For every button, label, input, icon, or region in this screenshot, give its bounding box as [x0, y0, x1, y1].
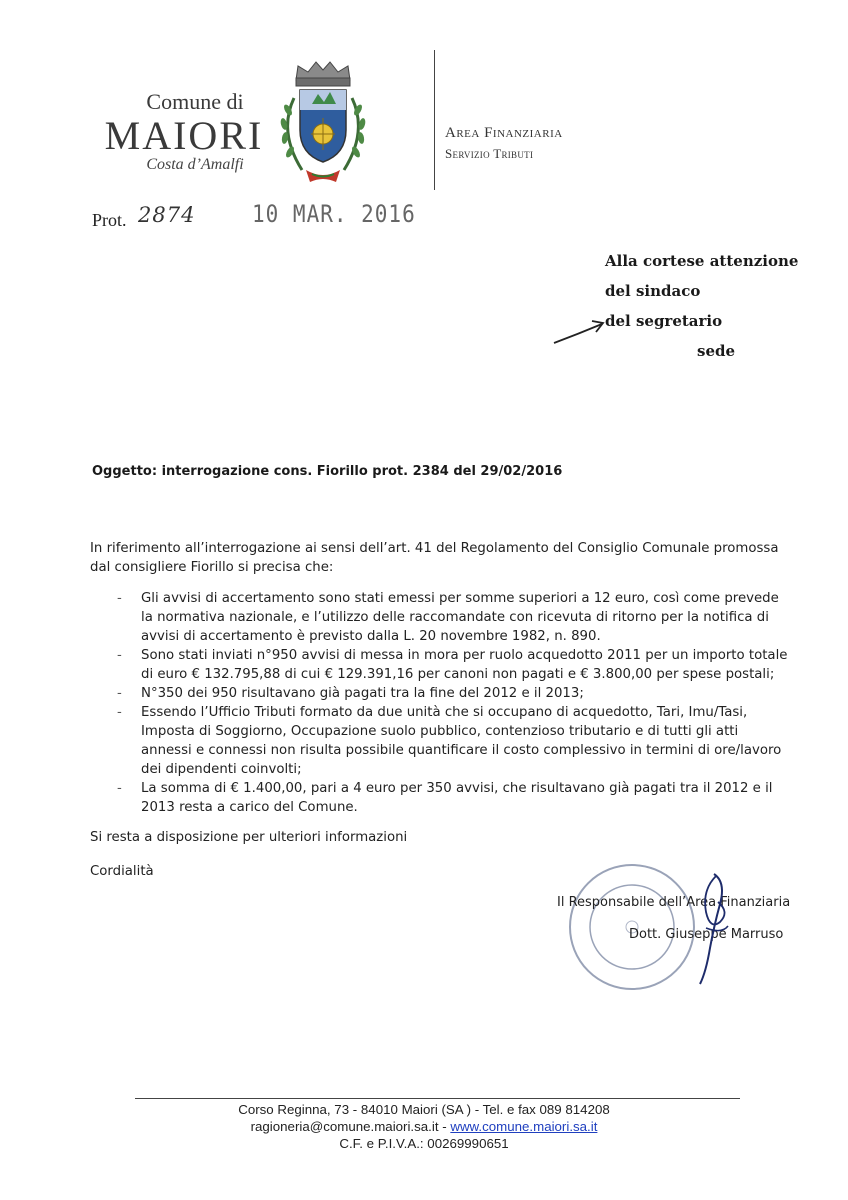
- municipality-name: MAIORI: [104, 113, 264, 158]
- footer-address: Corso Reginna, 73 - 84010 Maiori (SA ) - Tel. e fax 089 814208: [238, 1102, 610, 1117]
- handwritten-arrow-icon: [552, 316, 608, 346]
- footer-tax-id: C.F. e P.I.V.A.: 00269990651: [339, 1136, 509, 1151]
- bullet-dash: -: [117, 686, 122, 701]
- servizio-tributi-label: Servizio Tributi: [445, 146, 534, 161]
- header-divider: [434, 50, 435, 190]
- list-item: [90, 646, 790, 684]
- list-item-text: Gli avvisi di accertamento sono stati emessi per somme superiori a 12 euro, così come prevede la normativa nazionale, e l’utilizzo delle raccomandate con ricevuta di ritorno per la notifica di avvisi di accertamento è previsto dalla L. 20 novembre 1982, n. 890.: [141, 591, 779, 644]
- list-item-text: N°350 dei 950 risultavano già pagati tra la fine del 2012 e il 2013;: [141, 686, 584, 701]
- subject-line: Oggetto: interrogazione cons. Fiorillo prot. 2384 del 29/02/2016: [92, 464, 563, 479]
- bullet-dash: -: [117, 591, 122, 606]
- list-item: [90, 589, 790, 646]
- addressee-line: sede: [697, 342, 736, 360]
- list-item: [90, 779, 790, 817]
- footer-divider: [135, 1098, 740, 1099]
- closing-cordialita: Cordialità: [90, 864, 154, 879]
- signatory-name: Dott. Giuseppe Marruso: [629, 927, 784, 942]
- costa-amalfi-text: Costa d’Amalfi: [146, 156, 244, 173]
- handwritten-signature-icon: [680, 868, 740, 988]
- addressee-line: Alla cortese attenzione: [605, 252, 799, 270]
- protocol-number-handwritten: 2874: [138, 203, 196, 227]
- bullet-dash: -: [117, 648, 122, 663]
- list-item: [90, 703, 790, 779]
- footer-contacts: [0, 1119, 848, 1134]
- signatory-role: Il Responsabile dell’Area Finanziaria: [557, 895, 791, 910]
- protocol-label: Prot.: [92, 210, 127, 230]
- list-item-text: Essendo l’Ufficio Tributi formato da due unità che si occupano di acquedotto, Tari, Imu/Tasi, Imposta di Soggiorno, Occupazione suolo pubblico, contenzioso tributario e di tutti gli atti annessi e connessi non risulta possibile quantificare il costo complessivo in termini di ore/lavoro dei dipendenti coinvolti;: [141, 705, 782, 777]
- list-item-text: La somma di € 1.400,00, pari a 4 euro per 350 avvisi, che risultavano già pagati tra il 2012 e il 2013 resta a carico del Comune.: [141, 781, 773, 815]
- addressee-line: del sindaco: [605, 282, 701, 300]
- area-finanziaria-label: Area Finanziaria: [445, 125, 563, 141]
- footer-website-link[interactable]: www.comune.maiori.sa.it: [450, 1119, 598, 1134]
- addressee-line: del segretario: [605, 312, 723, 330]
- bullet-dash: -: [117, 781, 122, 796]
- footer-email[interactable]: ragioneria@comune.maiori.sa.it: [250, 1119, 439, 1134]
- bullet-dash: -: [117, 705, 122, 720]
- list-item-text: Sono stati inviati n°950 avvisi di messa in mora per ruolo acquedotto 2011 per un importo totale di euro € 132.795,88 di cui € 129.391,16 per canoni non pagati e € 3.800,00 per spese postali;: [141, 648, 788, 682]
- list-item: [90, 684, 790, 703]
- closing-disposizione: Si resta a disposizione per ulteriori informazioni: [90, 830, 408, 845]
- municipal-crest-icon: [264, 58, 382, 192]
- comune-di-text: Comune di: [146, 89, 244, 114]
- footer-separator: -: [438, 1119, 451, 1134]
- points-list: [90, 589, 790, 817]
- intro-paragraph: In riferimento all’interrogazione ai sensi dell’art. 41 del Regolamento del Consiglio Comunale promossa dal consigliere Fiorillo si precisa che:: [90, 541, 779, 575]
- date-stamp: 10 MAR. 2016: [252, 200, 416, 228]
